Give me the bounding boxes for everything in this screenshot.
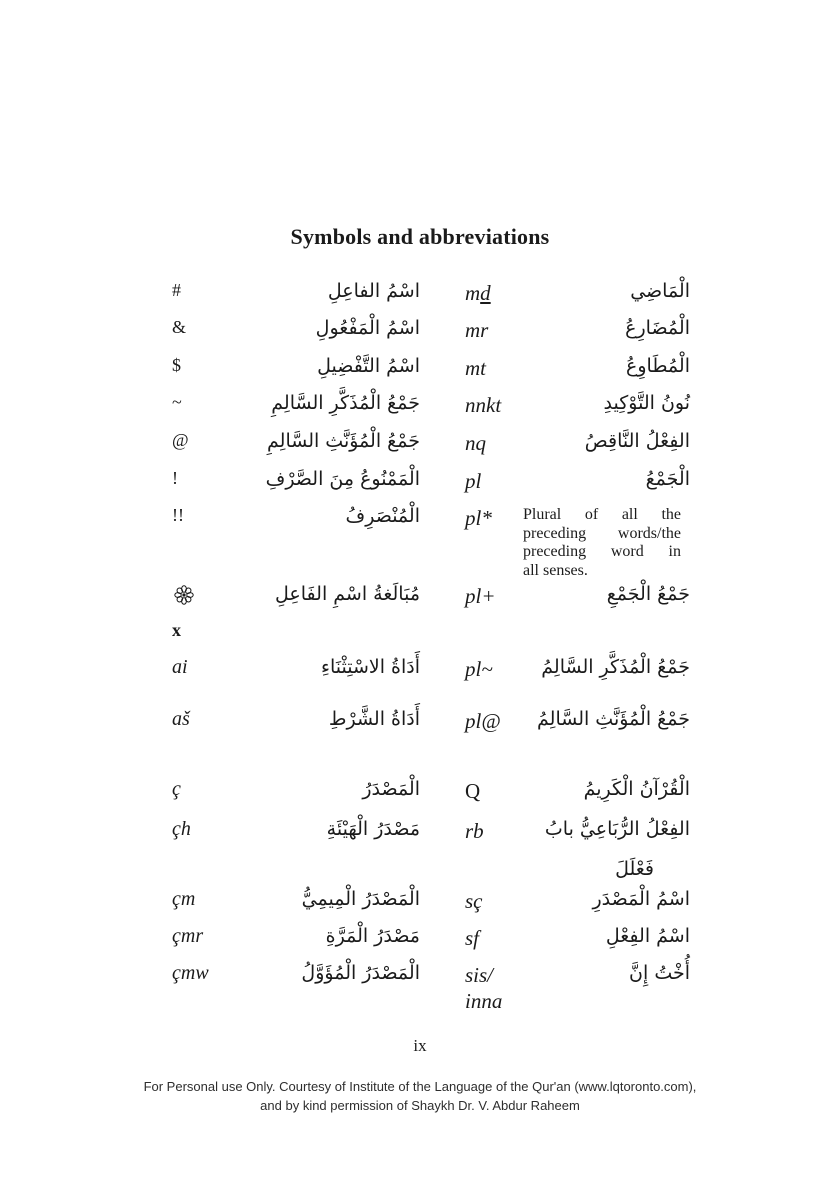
- abbr-cmw: çmw: [172, 962, 209, 984]
- arabic-term: أُخْتُ إِنَّ: [629, 962, 690, 984]
- table-row: [0, 392, 840, 426]
- abbr-cm: çm: [172, 888, 196, 910]
- footer-line: and by kind permission of Shaykh Dr. V. Abdur Raheem: [260, 1097, 580, 1113]
- arabic-term: اسْمُ الفاعِلِ: [327, 280, 420, 302]
- arabic-term: الْمَمْنُوعُ مِنَ الصَّرْفِ: [265, 468, 420, 490]
- table-row: [0, 962, 840, 1013]
- arabic-term-line: فَعْلَلَ: [615, 858, 654, 880]
- table-row: [0, 656, 840, 690]
- arabic-term: الفِعْلُ النَّاقِصُ: [584, 430, 690, 452]
- table-row: [0, 778, 840, 812]
- abbr-pl-plus: pl+: [465, 584, 496, 608]
- arabic-term: الْمُنْصَرِفُ: [345, 505, 420, 527]
- footer-line: For Personal use Only. Courtesy of Institute of the Language of the Qur'an (www.lqtoronto.com),: [143, 1079, 697, 1094]
- page-title: Symbols and abbreviations: [290, 224, 550, 249]
- table-row: [0, 818, 840, 880]
- abbr-as: aš: [172, 708, 190, 730]
- symbol-hash: #: [172, 280, 181, 300]
- table-row: [0, 317, 840, 351]
- table-row: [0, 505, 840, 579]
- abbr-line: sis/: [465, 963, 494, 987]
- table-row: [0, 355, 840, 389]
- abbr-line: inna: [465, 989, 503, 1013]
- abbr-c: ç: [172, 778, 181, 800]
- english-note-line: preceding words/the: [523, 524, 681, 542]
- abbr-pl-star: pl*: [465, 506, 492, 530]
- symbol-ampersand: &: [172, 317, 187, 337]
- symbol-double-exclamation: !!: [172, 505, 184, 525]
- arabic-term: اسْمُ الْمَصْدَرِ: [592, 888, 690, 910]
- symbol-at: @: [172, 430, 189, 450]
- arabic-term-line: الفِعْلُ الرُّبَاعِيُّ بابُ: [544, 818, 690, 840]
- arabic-term: جَمْعُ الْمُؤَنَّثِ السَّالِمُ: [537, 708, 690, 730]
- arabic-term: اسْمُ التَّفْضِيلِ: [317, 355, 420, 377]
- abbr-pl-tilde: pl~: [465, 657, 493, 681]
- symbol-exclamation: !: [172, 468, 178, 488]
- arabic-term: الْجَمْعُ: [645, 468, 690, 490]
- abbr-pl: pl: [465, 469, 482, 493]
- arabic-term: الْمَصْدَرُ: [362, 778, 420, 800]
- symbol-dollar: $: [172, 355, 181, 375]
- arabic-term: الْقُرْآنُ الْكَرِيمُ: [583, 778, 690, 800]
- arabic-term: الْمَاضِي: [630, 280, 690, 302]
- table-row: [0, 468, 840, 502]
- page-number: ix: [413, 1036, 427, 1055]
- abbr-cmr: çmr: [172, 925, 204, 947]
- abbr-nnkt: nnkt: [465, 393, 502, 417]
- abbr-sis-inna: [465, 962, 502, 1014]
- table-row: [0, 430, 840, 464]
- footer-credit: [0, 1078, 840, 1115]
- arabic-term: اسْمُ الْمَفْعُولِ: [315, 317, 420, 339]
- abbr-sc: sç: [465, 889, 483, 913]
- arabic-term: جَمْعُ الْمُذَكَّرِ السَّالِمُ: [541, 656, 690, 678]
- abbr-q: Q: [465, 779, 481, 803]
- table-row: [0, 888, 840, 922]
- arabic-term: جَمْعُ الْجَمْعِ: [606, 583, 690, 605]
- table-row: [0, 583, 840, 617]
- arabic-term: جَمْعُ الْمُؤَنَّثِ السَّالِمِ: [267, 430, 420, 452]
- table-row: [0, 925, 840, 959]
- table-row: [0, 280, 840, 314]
- arabic-term: اسْمُ الفِعْلِ: [605, 925, 690, 947]
- abbr-ch: çh: [172, 818, 191, 840]
- symbol-x: x: [172, 620, 181, 640]
- arabic-term: مَصْدَرُ الْهَيْئَةِ: [326, 818, 420, 840]
- abbr-mt: mt: [465, 356, 486, 380]
- arabic-term: الْمُضَارِعُ: [625, 317, 690, 339]
- abbr-rb: rb: [465, 819, 484, 843]
- abbr-sf: sf: [465, 926, 480, 950]
- arabic-term: الْمُطَاوِعُ: [626, 355, 690, 377]
- arabic-term: الْمَصْدَرُ الْمُؤَوَّلُ: [301, 962, 420, 984]
- abbr-nq: nq: [465, 431, 486, 455]
- table-row: [0, 620, 840, 654]
- arabic-term: أَدَاةُ الشَّرْطِ: [328, 708, 420, 730]
- abbr-ai: ai: [172, 656, 188, 678]
- abbr-mr: mr: [465, 318, 489, 342]
- abbr-md: md: [465, 281, 491, 305]
- arabic-term: الْمَصْدَرُ الْمِيمِيُّ: [301, 888, 420, 910]
- arabic-term: مَصْدَرُ الْمَرَّةِ: [325, 925, 420, 947]
- arabic-term: مُبَالَغةُ اسْمِ الفَاعِلِ: [275, 583, 420, 605]
- arabic-term: أَدَاةُ الاسْتِثْنَاءِ: [321, 656, 420, 678]
- arabic-term: جَمْعُ الْمُذَكَّرِ السَّالِمِ: [271, 392, 420, 414]
- symbol-tilde: ~: [172, 392, 182, 412]
- table-row: [0, 708, 840, 742]
- arabic-term-multiline: [518, 814, 690, 884]
- english-note-line: preceding word in: [523, 543, 681, 560]
- english-note-line: Plural of all the: [523, 506, 681, 523]
- english-note: [523, 506, 681, 580]
- english-note-line: all senses.: [523, 561, 588, 579]
- abbr-pl-at: pl@: [465, 709, 501, 733]
- arabic-term: نُونُ التَّوْكِيدِ: [603, 392, 690, 414]
